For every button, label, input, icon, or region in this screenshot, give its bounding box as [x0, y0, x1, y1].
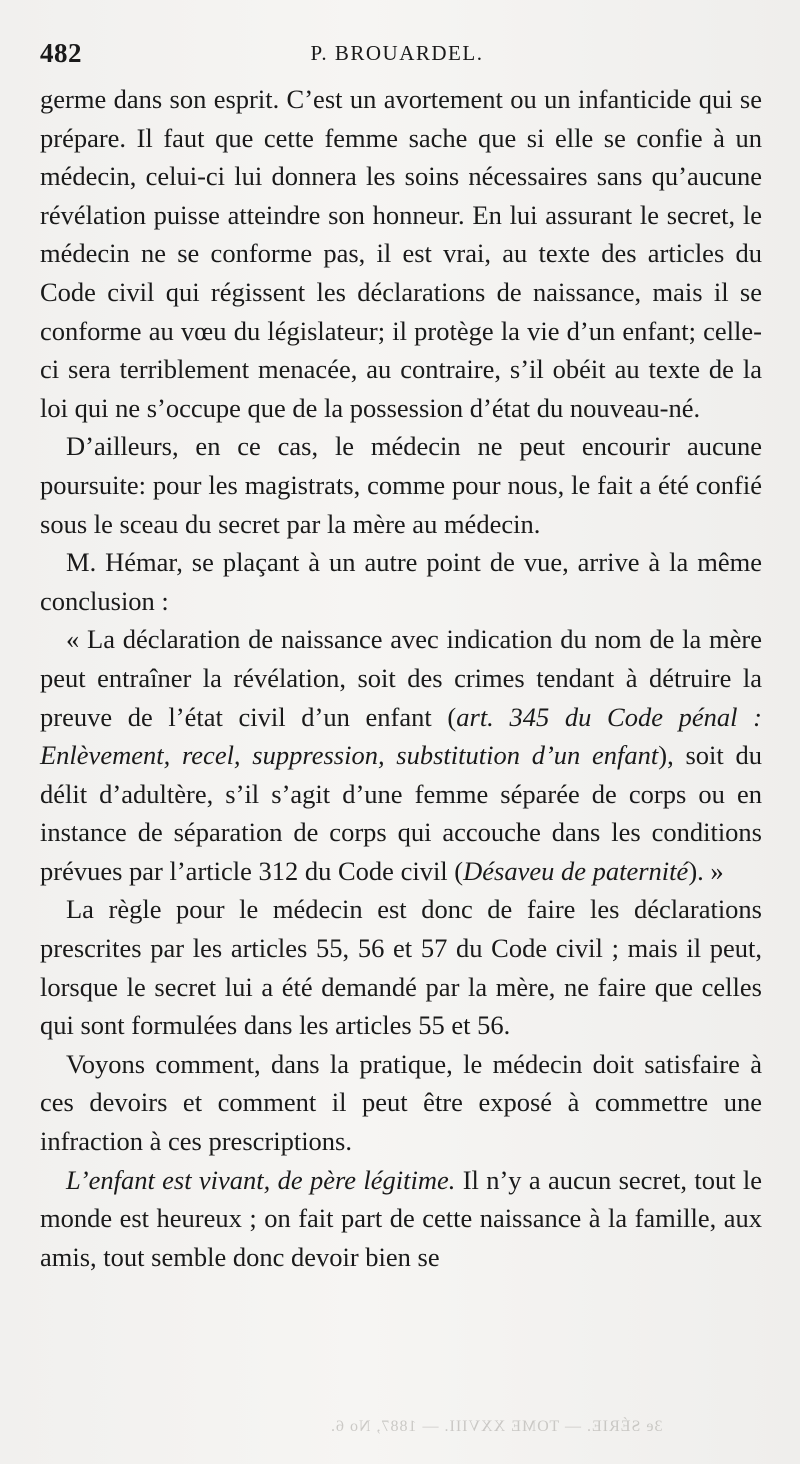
paragraph: [40, 620, 762, 890]
paragraph: [40, 80, 762, 427]
body-text: [40, 80, 762, 1276]
text-run: Voyons comment, dans la pratique, le médecin doit satisfaire à ces devoirs et comment il peut être exposé à commettre une infraction à ces prescriptions.: [40, 1048, 762, 1157]
page-header: [40, 38, 754, 72]
text-run: M. Hémar, se plaçant à un autre point de vue, arrive à la même conclusion :: [40, 547, 762, 616]
paragraph: [40, 1045, 762, 1161]
italic-text-run: art. 345 du Code pénal : Enlèvement, recel, suppression, substitution d’un enfant: [40, 701, 763, 771]
text-run: Il n’y a aucun secret, tout le monde est heureux ; on fait part de cette naissance à la famille, aux amis, tout semble donc devoir bien se: [40, 1164, 763, 1272]
paragraph: [40, 427, 762, 543]
page-number: 482: [40, 38, 82, 68]
text-run: La règle pour le médecin est donc de faire les déclarations prescrites par les articles 55, 56 et 57 du Code civil ; mais il peut, lorsque le secret lui a été demandé par la mère, ne faire que celles qui sont formulées dans les articles 55 et 56.: [40, 894, 762, 1041]
italic-text-run: Désaveu de paternité: [463, 855, 689, 886]
paragraph: [40, 1161, 762, 1277]
paragraph: [40, 890, 762, 1044]
text-run: ). »: [688, 855, 724, 886]
bleed-through-footer: 3e SÉRIE. — TOME XXVIII. — 1887, No 6.: [330, 1418, 663, 1435]
text-run: « La déclaration de naissance avec indication du nom de la mère peut entraîner la révélation, soit des crimes tendant à détruire la preuve de l’état civil d’un enfant (: [40, 624, 762, 732]
text-run: germe dans son esprit. C’est un avortement ou un infanticide qui se prépare. Il faut que cette femme sache que si elle se confie à un médecin, celui-ci lui donnera les soins nécessaires sans qu’aucune révélation puisse atteindre son honneur. En lui assurant le secret, le médecin ne se conforme pas, il est vrai, au texte des articles du Code civil qui régissent les déclarations de naissance, mais il se conforme au vœu du législateur; il protège la vie d’un enfant; celle-ci sera terriblement menacée, au contraire, s’il obéit au texte de la loi qui ne s’occupe que de la possession d’état du nouveau-né.: [40, 84, 762, 423]
italic-text-run: L’enfant est vivant, de père légitime.: [66, 1164, 456, 1195]
running-head: P. BROUARDEL.: [310, 41, 484, 65]
paragraph: [40, 543, 762, 620]
text-run: ), soit du délit d’adultère, s’il s’agit d’une femme séparée de corps ou en instance de séparation de corps qui accouche dans les conditions prévues par l’article 312 du Code civil (: [40, 740, 762, 886]
text-run: D’ailleurs, en ce cas, le médecin ne peut encourir aucune poursuite: pour les magistrats, comme pour nous, le fait a été confié sous le sceau du secret par la mère au médecin.: [40, 431, 762, 539]
